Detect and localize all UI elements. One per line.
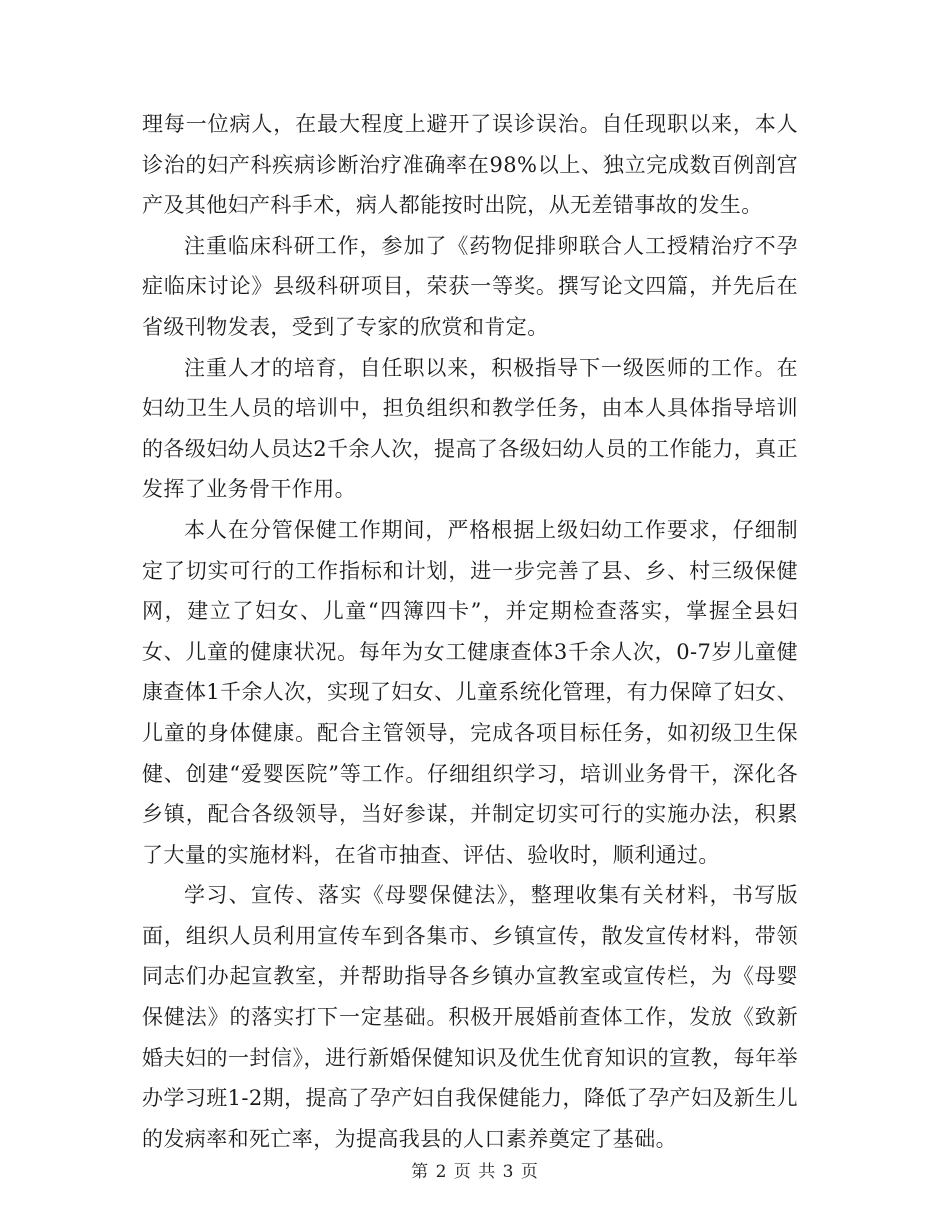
paragraph-talent-training: 注重人才的培育，自任职以来，积极指导下一级医师的工作。在妇幼卫生人员的培训中，担负组织和教学任务，由本人具体指导培训的各级妇幼人员达2千余人次，提高了各级妇幼人员的工作能力，真正发挥了业务骨干作用。	[142, 355, 798, 502]
paragraph-continuation: 理每一位病人，在最大程度上避开了误诊误治。自任现职以来，本人诊治的妇产科疾病诊断治疗准确率在98%以上、独立完成数百例剖宫产及其他妇产科手术，病人都能按时出院，从无差错事故的发生。	[142, 112, 798, 218]
paragraph-research: 注重临床科研工作，参加了《药物促排卵联合人工授精治疗不孕症临床讨论》县级科研项目，荣获一等奖。撰写论文四篇，并先后在省级刊物发表，受到了专家的欣赏和肯定。	[142, 233, 798, 339]
paragraph-health-care-work: 本人在分管保健工作期间，严格根据上级妇幼工作要求，仔细制定了切实可行的工作指标和计划，进一步完善了县、乡、村三级保健网，建立了妇女、儿童“四簿四卡”，并定期检查落实，掌握全县妇女、儿童的健康状况。每年为女工健康查体3千余人次，0-7岁儿童健康查体1千余人次，实现了妇女、儿童系统化管理，有力保障了妇女、儿童的身体健康。配合主管领导，完成各项目标任务，如初级卫生保健、创建“爱婴医院”等工作。仔细组织学习，培训业务骨干，深化各乡镇，配合各级领导，当好参谋，并制定切实可行的实施办法，积累了大量的实施材料，在省市抽查、评估、验收时，顺利通过。	[142, 517, 798, 867]
document-body	[142, 104, 798, 1159]
paragraph-maternal-law: 学习、宣传、落实《母婴保健法》，整理收集有关材料，书写版面，组织人员利用宣传车到各集市、乡镇宣传，散发宣传材料，带领同志们办起宣教室，并帮助指导各乡镇办宣教室或宣传栏，为《母婴保健法》的落实打下一定基础。积极开展婚前查体工作，发放《致新婚夫妇的一封信》，进行新婚保健知识及优生优育知识的宣教，每年举办学习班1-2期，提高了孕产妇自我保健能力，降低了孕产妇及新生儿的发病率和死亡率，为提高我县的人口素养奠定了基础。	[142, 883, 798, 1151]
page-footer: 第 2 页 共 3 页	[411, 1162, 539, 1182]
